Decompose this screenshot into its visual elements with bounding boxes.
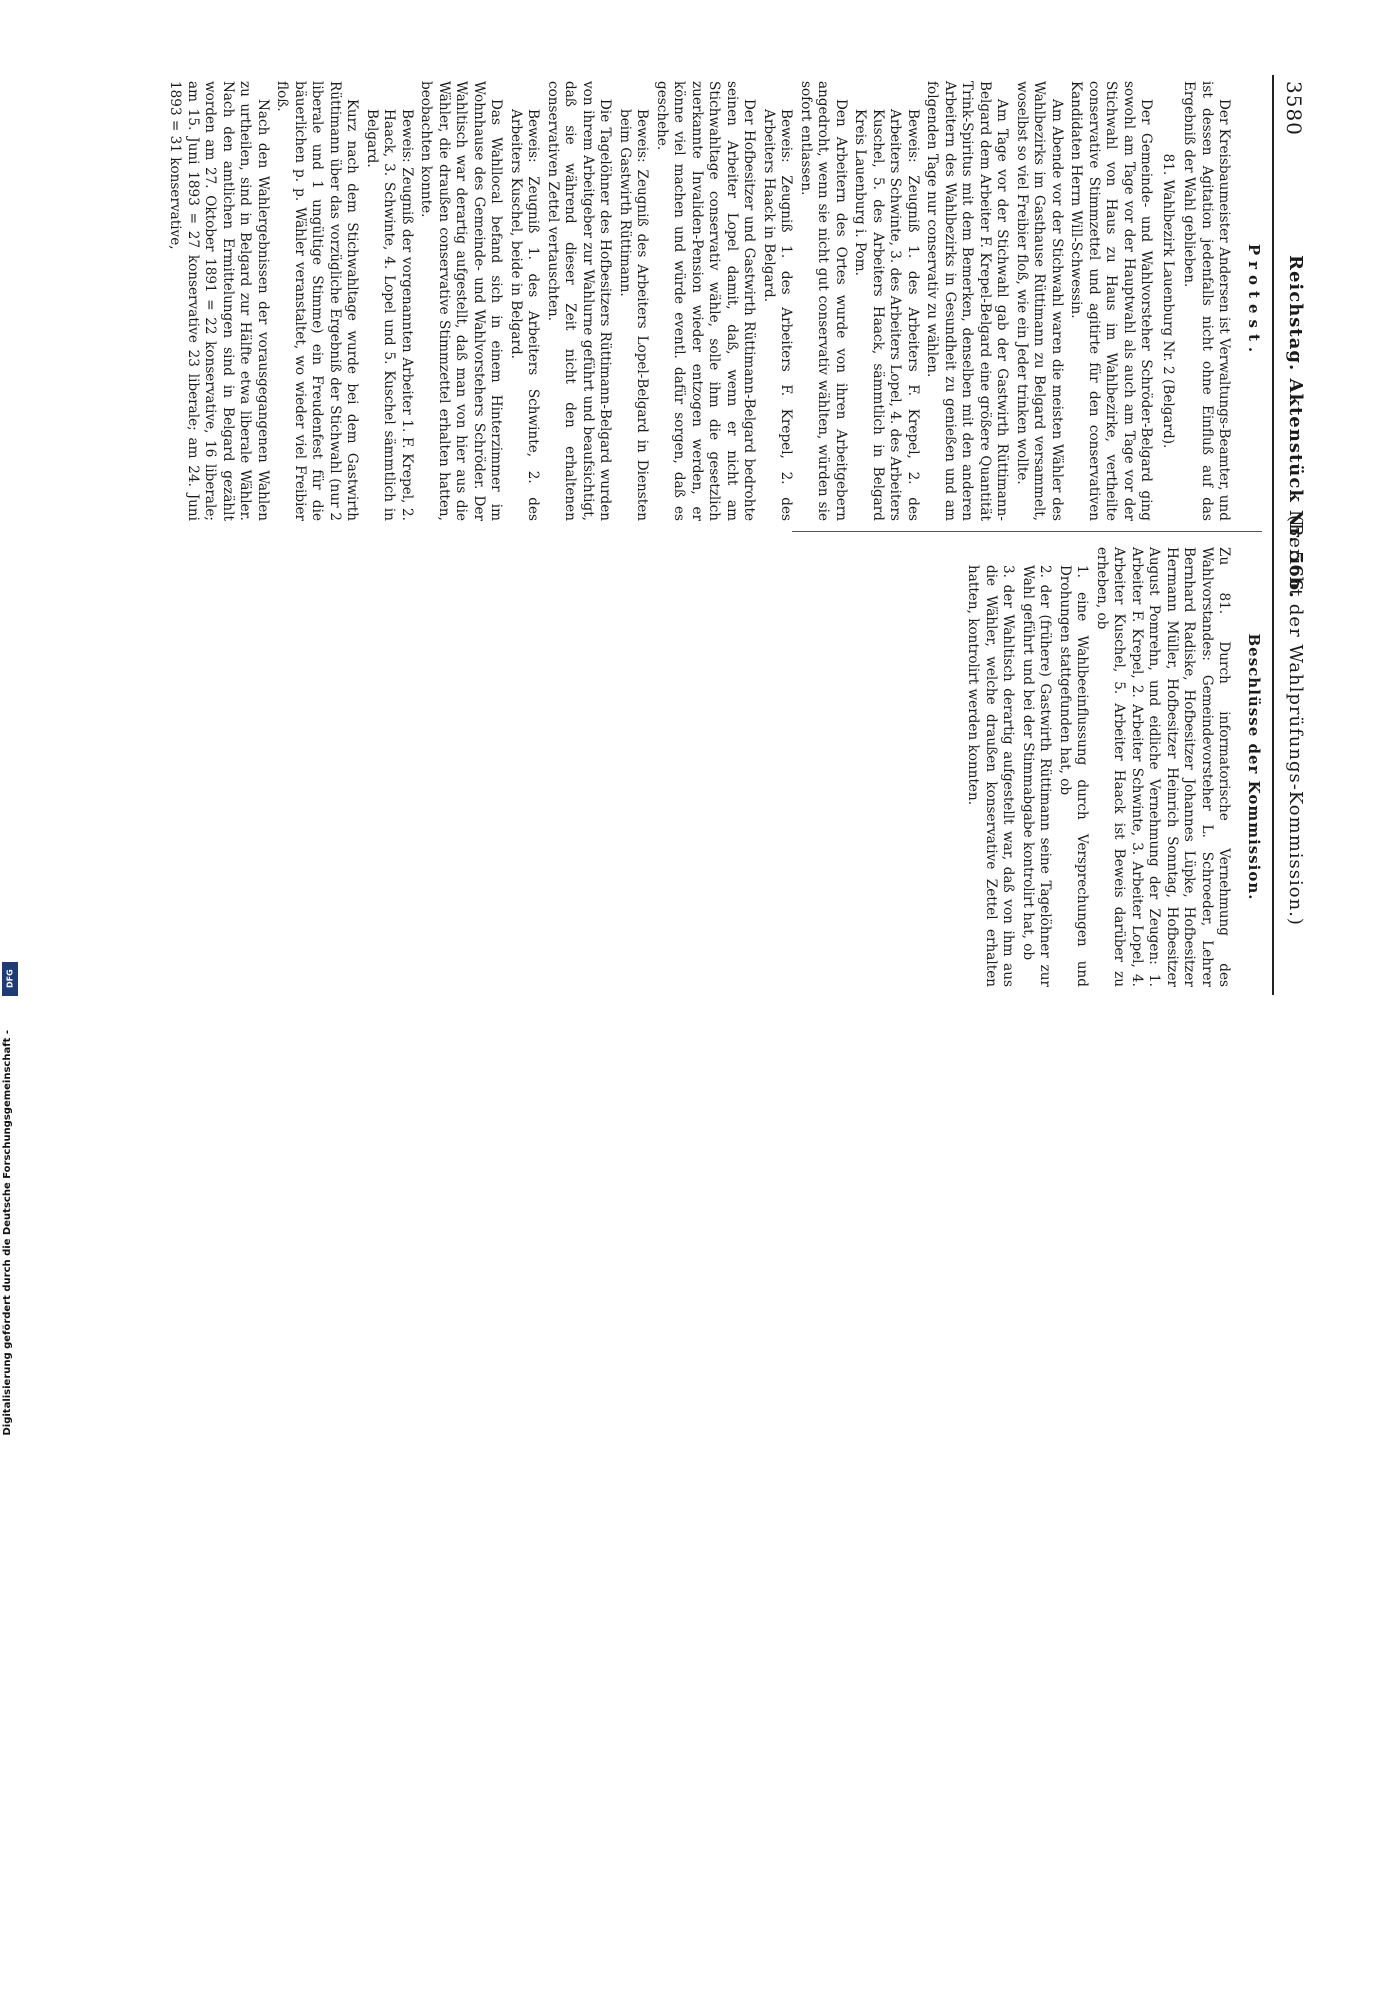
evidence: Beweis: Zeugniß 1. des Arbeiters F. Krepel, 2. des Arbeiters Schwinte, 3. des Arbeiters Lopel, 4. des Arbeiters Kuschel, 5. des Arbeiters Haack, sämmtlich in Belgard Kreis Lauenburg i. Pom. [852, 109, 921, 522]
protest-column [164, 81, 1262, 521]
list-item: 1. eine Wahlbeeinflussung durch Versprechungen und Drohungen stattgefunden hat, ob [1057, 565, 1091, 987]
paragraph: Den Arbeitern des Ortes wurde von ihren Arbeitgebern angedroht, wenn sie nicht gut conservativ wählten, würden sie sofort entlassen. [798, 81, 849, 521]
paragraph: Das Wahllocal befand sich in einem Hinterzimmer im Wohnhause des Gemeinde- und Wahlvorstehers Schröder. Der Wahltisch war derartig aufgestellt, daß man von hier aus die Wähler, die draußen conservative Stimmzettel erhalten hatten, beobachten konnte. [418, 81, 505, 521]
list-item: 3. der Wahltisch derartig aufgestellt war, daß von ihm aus die Wähler, welche draußen konservative Zettel erhalten hatten, kontrolirt werden konnten. [965, 565, 1017, 987]
rotated-page [60, 75, 1310, 995]
paragraph: Nach den Wahlergebnissen der vorausgegangenen Wahlen zu urtheilen, sind in Belgard zur Hälfte etwa liberale Wähler. Nach den amtlichen Ermittelungen sind in Belgard gezählt worden am 27. Oktober 1891 = 22 konservative, 16 liberale; am 15. Juni 1893 = 27 konservative 23 liberale; am 24. Juni 1893 = 31 konservative, [167, 81, 271, 521]
paragraph: Kurz nach dem Stichwahltage wurde bei dem Gastwirth Rüttimann über das vorzügliche Ergebniß der Stichwahl (nur 2 liberale und 1 ungültige Stimme) ein Freudenfest für die bäuerlichen p. p. Wähler veranstaltet, wo wieder viel Freibier floß. [274, 81, 361, 521]
page-header [1272, 75, 1310, 995]
list-item: 2. der (frühere) Gastwirth Rüttimann seine Tagelöhner zur Wahl geführt und bei der Stimmabgabe kontrolirt hat, ob [1020, 565, 1054, 987]
protest-heading: Protest. [1245, 243, 1263, 359]
document-title: Reichstag. Aktenstück Nr. 566. [1285, 255, 1306, 599]
paragraph: Der Kreisbaumeister Andersen ist Verwaltungs-Beamter, und ist dessen Agitation jedenfalls nicht ohne Einfluß auf das Ergebniß der Wahl geblieben. [1181, 81, 1233, 521]
evidence: Beweis: Zeugniß der vorgenannten Arbeiter 1. F. Krepel, 2. Haack, 3. Schwinte, 4. Lopel und 5. Kuschel sämmtlich in Belgard. [364, 109, 415, 521]
paragraph: Am Abende vor der Stichwahl waren die meisten Wähler des Wahlbezirks im Gasthause Rüttimann zu Belgard versammelt, woselbst so viel Freibier floß, wie ein Jeder trinken wollte. [1014, 81, 1065, 521]
paragraph: Der Gemeinde- und Wahlvorsteher Schröder-Belgard ging sowohl am Tage vor der Hauptwahl als auch am Tage vor der Stichwahl von Haus zu Haus im Wahlbezirke, vertheilte conservative Stimmzettel und agitirte für den conservativen Kandidaten Herrn Will-Schwessin. [1068, 81, 1155, 521]
document-subtitle: (Bericht der Wahlprüfungs-Kommission.) [1285, 515, 1306, 926]
dfg-logo: DFG [2, 962, 18, 996]
paragraph: Am Tage vor der Stichwahl gab der Gastwirth Rüttimann-Belgard dem Arbeiter F. Krepel-Belgard eine größere Quantität Trink-Spiritus mit dem Bemerken, denselben mit den anderen Arbeitern des Wahlbezirks in Gesundheit zu genießen und am folgenden Tage nur conservativ zu wählen. [924, 81, 1011, 521]
district-heading: 81. Wahlbezirk Lauenburg Nr. 2 (Belgard). [1160, 153, 1176, 449]
paragraph: Der Hofbesitzer und Gastwirth Rüttimann-Belgard bedrohte seinen Arbeiter Lopel damit, daß, wenn er nicht am Stichwahltage conservativ wähle, solle ihm die gesetzlich zuerkannte Invaliden-Pension wieder entzogen werden, er könne viel machen und würde eventl. dafür sorgen, daß es geschehe. [654, 81, 758, 521]
page-number: 3580 [1282, 81, 1306, 136]
resolutions-column [962, 547, 1262, 987]
digitization-footer [2, 1000, 22, 2000]
column-divider [792, 531, 1262, 532]
evidence: Beweis: Zeugniß 1. des Arbeiters Schwinte, 2. des Arbeiters Kuschel, beide in Belgard. [508, 109, 542, 521]
dfg-credit: Digitalisierung gefördert durch die Deutsche Forschungsgemeinschaft - [2, 1030, 13, 1436]
paragraph: Zu 81. Durch informatorische Vernehmung des Wahlvorstandes: Gemeindevorsteher L. Schroeder, Lehrer Bernhard Radiske, Hofbesitzer Johannes Lüpke, Hofbesitzer Hermann Müller, Hofbesitzer Heinrich Sonntag, Hofbesitzer August Pomrehn, und eidliche Vernehmung der Zeugen: 1. Arbeiter F. Krepel, 2. Arbeiter Schwinte, 3. Arbeiter Lopel, 4. Arbeiter Kuschel, 5. Arbeiter Haack ist Beweis darüber zu erheben, ob [1094, 547, 1233, 987]
paragraph: Die Tagelöhner des Hofbesitzers Rüttimann-Belgard wurden von ihrem Arbeitgeber zur Wahlurne geführt und beaufsichtigt, daß sie während dieser Zeit nicht den erhaltenen conservativen Zettel vertauschten. [545, 81, 614, 521]
resolutions-heading: Beschlüsse der Kommission. [1245, 633, 1263, 901]
evidence: Beweis: Zeugniß 1. des Arbeiters F. Krepel, 2. des Arbeiters Haack in Belgard. [761, 109, 795, 521]
evidence: Beweis: Zeugniß des Arbeiters Lopel-Belgard in Diensten beim Gastwirth Rüttimann. [617, 109, 651, 521]
